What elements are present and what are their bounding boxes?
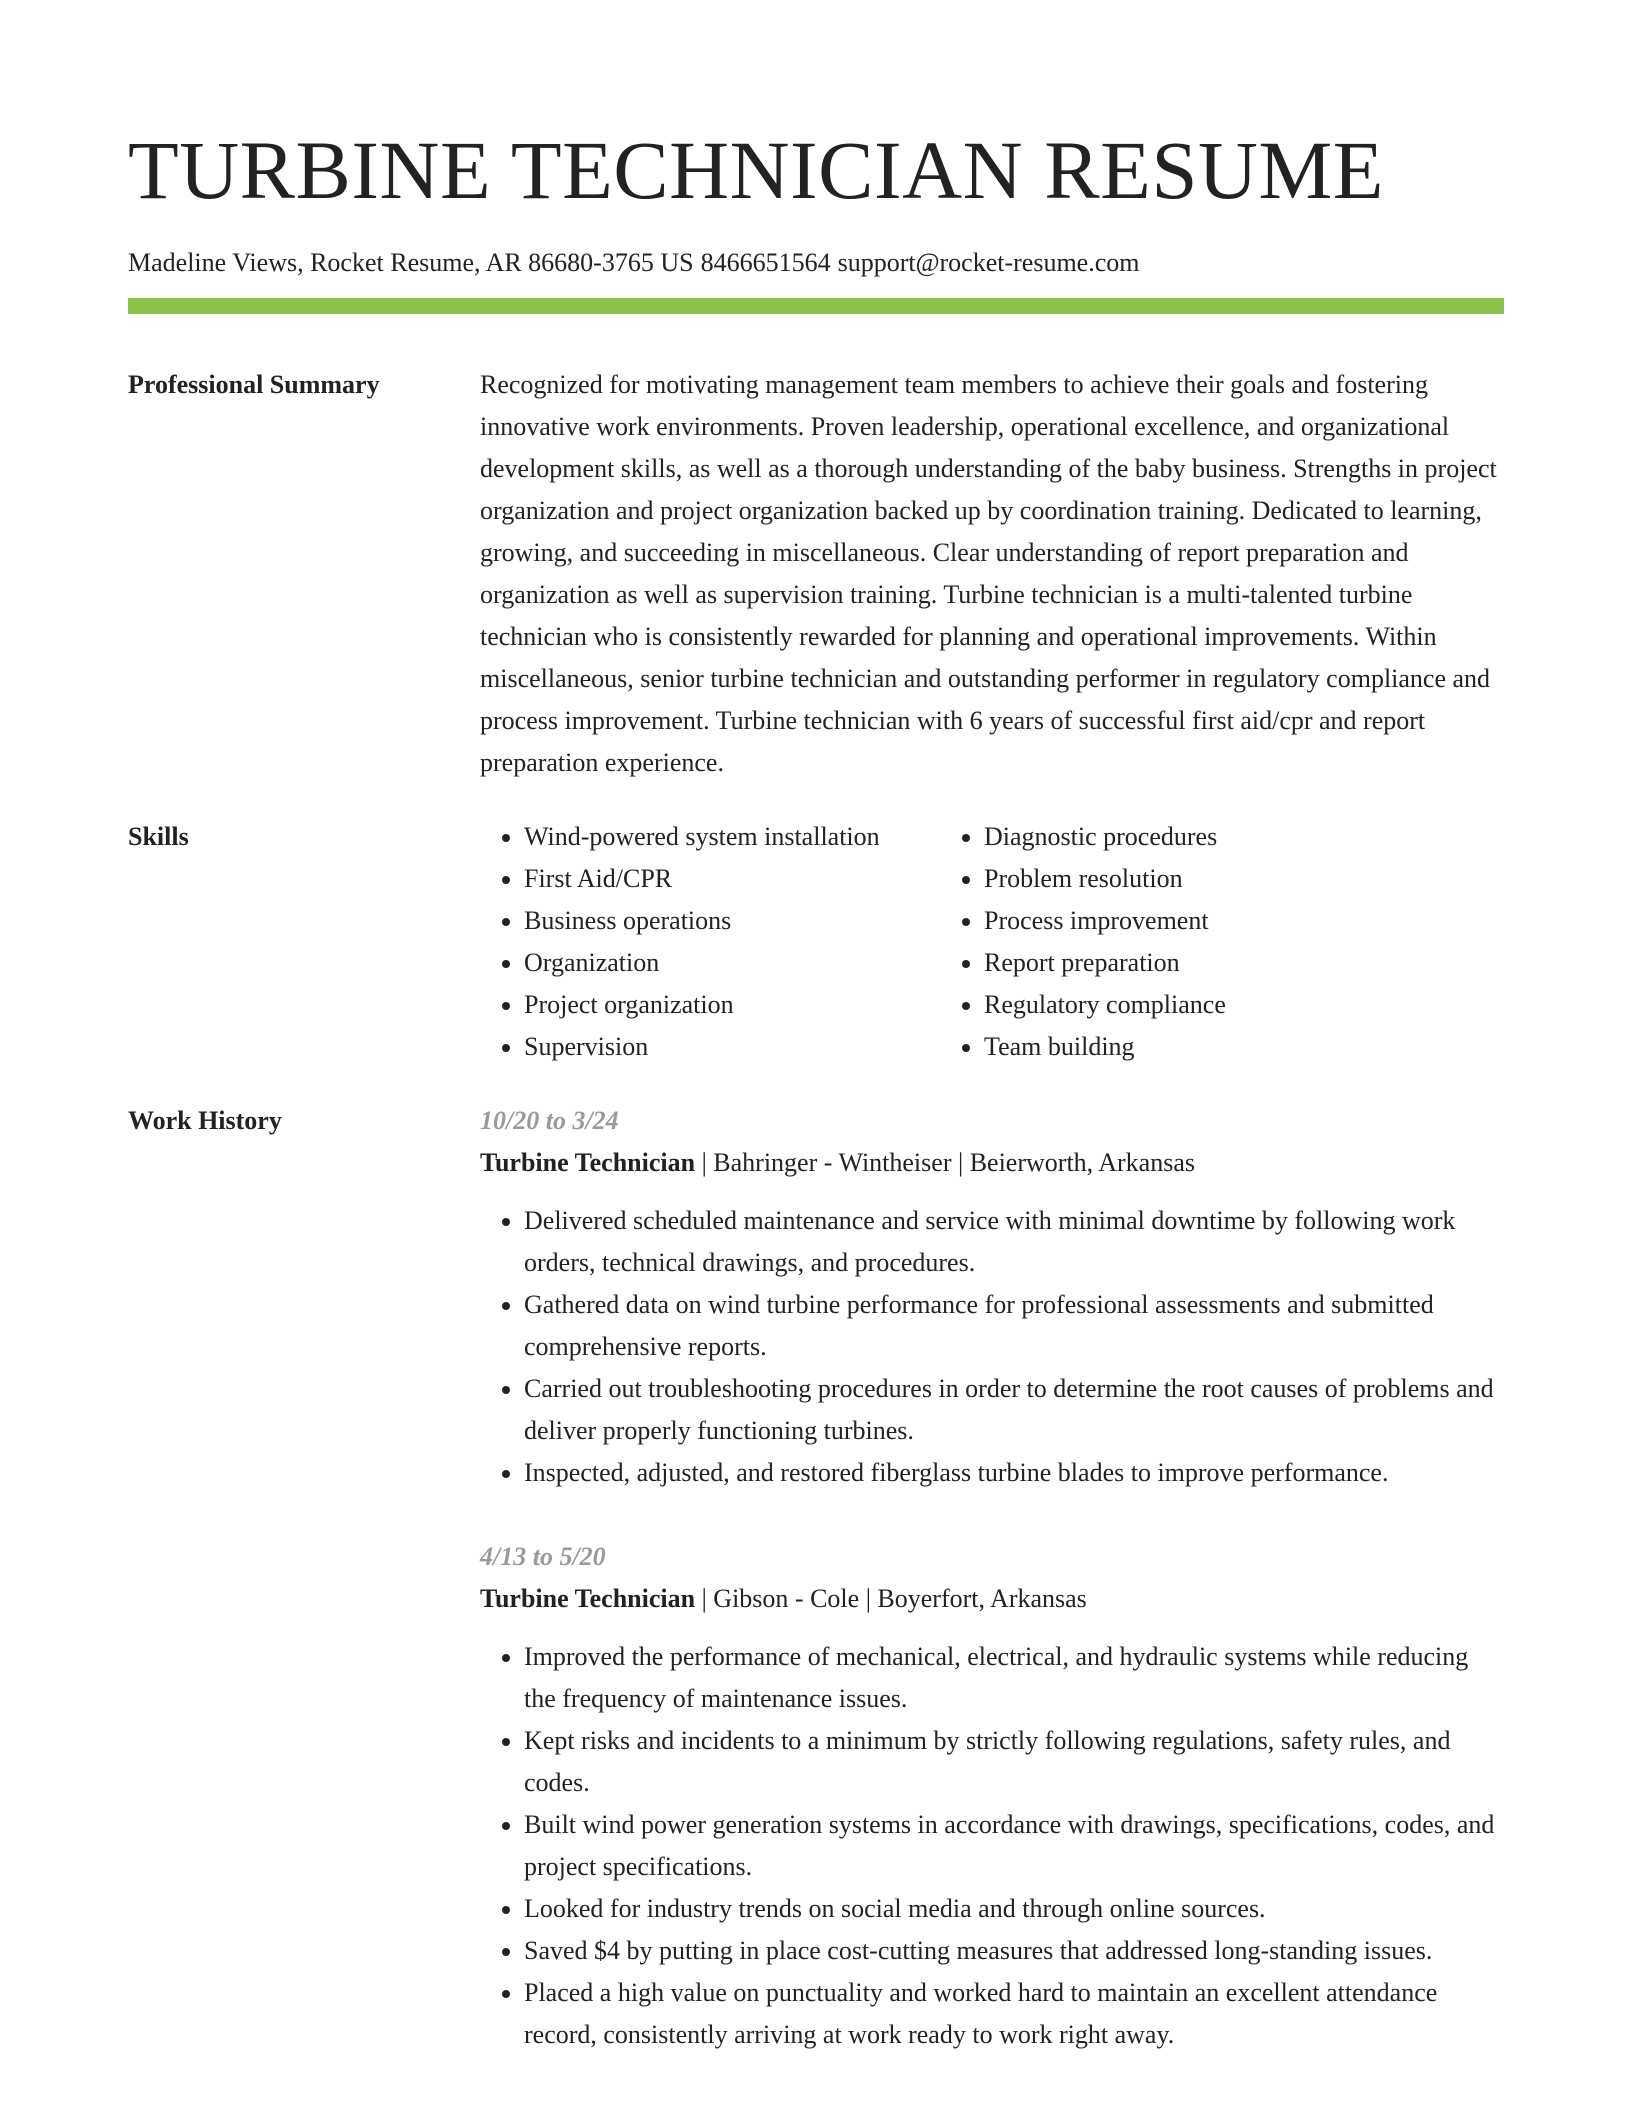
job-bullet: • Kept risks and incidents to a minimum by strictly following regulations, safety rules, and codes.: [524, 1720, 1504, 1804]
resume-title: TURBINE TECHNICIAN RESUME: [128, 124, 1384, 216]
skills-list-right: [940, 816, 1226, 1068]
job-dates: 10/20 to 3/24: [480, 1106, 619, 1135]
skill-item: • Project organization: [524, 984, 940, 1026]
professional-summary-section: [128, 364, 1504, 784]
job-company: Bahringer - Wintheiser: [713, 1148, 952, 1177]
skill-item: • Business operations: [524, 900, 940, 942]
job-bullet: • Carried out troubleshooting procedures in order to determine the root causes of problems and deliver properly functioning turbines.: [524, 1368, 1504, 1452]
resume-page: [128, 0, 1504, 2056]
job-title: Turbine Technician: [480, 1584, 696, 1613]
job-bullet: • Built wind power generation systems in accordance with drawings, specifications, codes, and project specifications.: [524, 1804, 1504, 1888]
job-entry: [480, 1536, 1504, 2056]
contact-address: Madeline Views, Rocket Resume, AR 86680-3765 US: [128, 248, 694, 277]
contact-line: [128, 246, 1504, 280]
skill-item: • Problem resolution: [984, 858, 1226, 900]
skill-item: • Diagnostic procedures: [984, 816, 1226, 858]
work-history-section: [128, 1100, 1504, 2056]
job-bullet: • Inspected, adjusted, and restored fiberglass turbine blades to improve performance.: [524, 1452, 1504, 1494]
contact-phone: 8466651564: [700, 248, 831, 277]
job-bullet-list: [480, 1636, 1504, 2056]
section-label-skills: Skills: [128, 822, 189, 851]
header-divider: [128, 298, 1504, 314]
skill-item: • Organization: [524, 942, 940, 984]
skill-item: • First Aid/CPR: [524, 858, 940, 900]
skill-item: • Supervision: [524, 1026, 940, 1068]
skill-item: • Process improvement: [984, 900, 1226, 942]
section-label-summary: Professional Summary: [128, 370, 380, 399]
skill-item: • Wind-powered system installation: [524, 816, 940, 858]
job-title: Turbine Technician: [480, 1148, 696, 1177]
contact-email: support@rocket-resume.com: [837, 248, 1140, 277]
job-dates: 4/13 to 5/20: [480, 1542, 606, 1571]
job-bullet: • Delivered scheduled maintenance and service with minimal downtime by following work orders, technical drawings, and procedures.: [524, 1200, 1504, 1284]
job-bullet: • Improved the performance of mechanical, electrical, and hydraulic systems while reducing the frequency of maintenance issues.: [524, 1636, 1504, 1720]
job-bullet: • Saved $4 by putting in place cost-cutting measures that addressed long-standing issues.: [524, 1930, 1504, 1972]
job-location: Boyerfort, Arkansas: [877, 1584, 1087, 1613]
summary-text: Recognized for motivating management team members to achieve their goals and fostering innovative work environments. Proven leadership, operational excellence, and organizational development skills, as well as a thorough understanding of the baby business. Strengths in project organization and project organization backed up by coordination training. Dedicated to learning, growing, and succeeding in miscellaneous. Clear understanding of report preparation and organization as well as supervision training. Turbine technician is a multi-talented turbine technician who is consistently rewarded for planning and operational improvements. Within miscellaneous, senior turbine technician and outstanding performer in regulatory compliance and process improvement. Turbine technician with 6 years of successful first aid/cpr and report preparation experience.: [480, 370, 1497, 777]
job-location: Beierworth, Arkansas: [969, 1148, 1195, 1177]
job-company: Gibson - Cole: [713, 1584, 860, 1613]
section-label-work-history: Work History: [128, 1106, 282, 1135]
job-bullet-list: [480, 1200, 1504, 1494]
job-bullet: • Gathered data on wind turbine performance for professional assessments and submitted comprehensive reports.: [524, 1284, 1504, 1368]
skills-section: [128, 816, 1504, 1068]
skill-item: • Report preparation: [984, 942, 1226, 984]
job-heading: Turbine Technician | Bahringer - Wintheiser | Beierworth, Arkansas: [480, 1148, 1195, 1177]
skills-list-left: [480, 816, 940, 1068]
skill-item: • Team building: [984, 1026, 1226, 1068]
skill-item: • Regulatory compliance: [984, 984, 1226, 1026]
job-entry: [480, 1100, 1504, 1494]
job-bullet: • Placed a high value on punctuality and worked hard to maintain an excellent attendance record, consistently arriving at work ready to work right away.: [524, 1972, 1504, 2056]
job-bullet: • Looked for industry trends on social media and through online sources.: [524, 1888, 1504, 1930]
job-heading: Turbine Technician | Gibson - Cole | Boyerfort, Arkansas: [480, 1584, 1087, 1613]
